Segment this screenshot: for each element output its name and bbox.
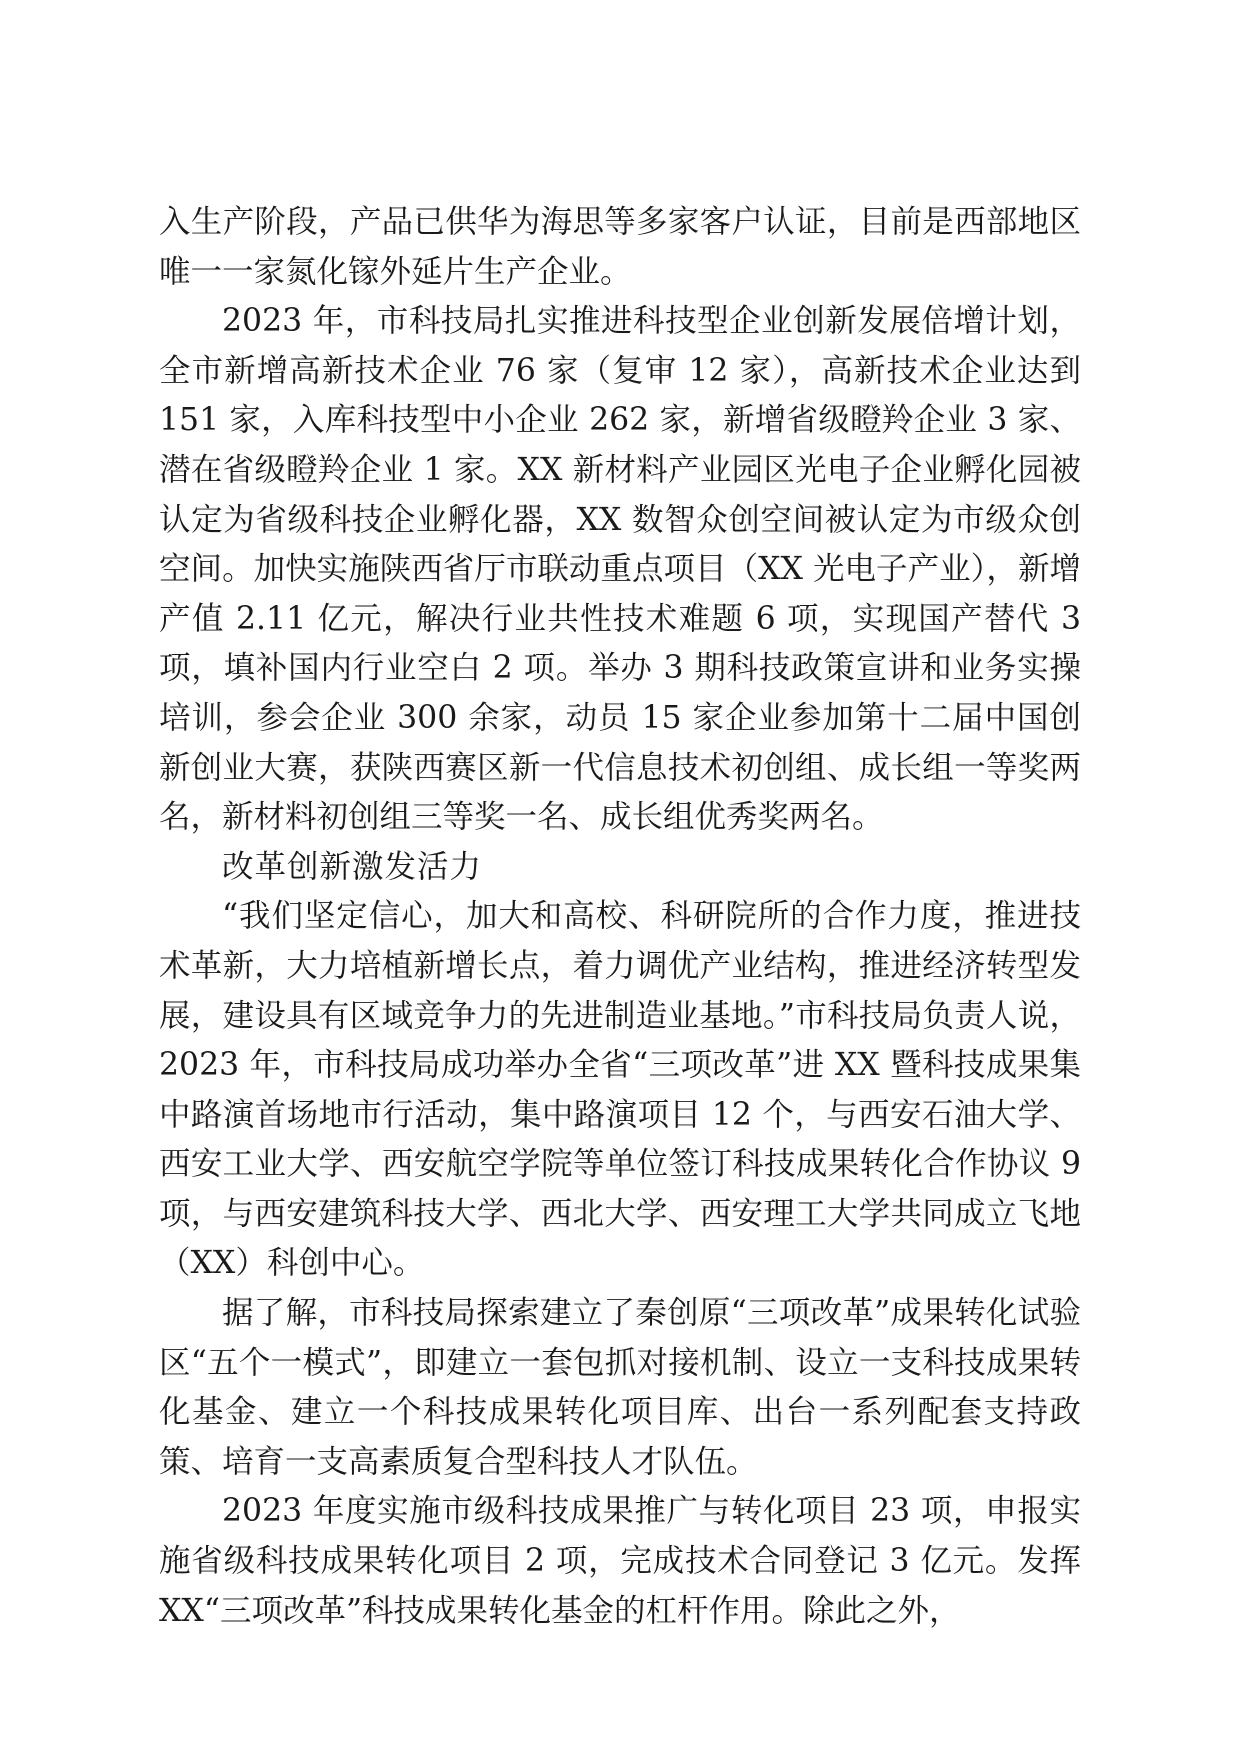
paragraph-five-one-model: 据了解，市科技局探索建立了秦创原“三项改革”成果转化试验区“五个一模式”，即建立一套包抓对接机制、设立一支科技成果转化基金、建立一个科技成果转化项目库、出台一系列配套支持政策、培育一支高素质复合型科技人才队伍。 bbox=[159, 1295, 1081, 1480]
paragraph-enterprise-growth: 2023 年，市科技局扎实推进科技型企业创新发展倍增计划，全市新增高新技术企业 76 家（复审 12 家），高新技术企业达到 151 家，入库科技型中小企业 262 家，新增省级瞪羚企业 3 家、潜在省级瞪羚企业 1 家。XX 新材料产业园区光电子企业孵化园被认定为省级科技企业孵化器，XX 数智众创空间被认定为市级众创空间。加快实施陕西省厅市联动重点项目（XX 光电子产业），新增产值 2.11 亿元，解决行业共性技术难题 6 项，实现国产替代 3 项，填补国内行业空白 2 项。举办 3 期科技政策宣讲和业务实操培训，参会企业 300 余家，动员 15 家企业参加第十二届中国创新创业大赛，获陕西赛区新一代信息技术初创组、成长组一等奖两名，新材料初创组三等奖一名、成长组优秀奖两名。 bbox=[159, 303, 1081, 836]
section-heading: 改革创新激发活力 bbox=[222, 848, 483, 885]
paragraph-transformation-projects: 2023 年度实施市级科技成果推广与转化项目 23 项，申报实施省级科技成果转化项目 2 项，完成技术合同登记 3 亿元。发挥 XX“三项改革”科技成果转化基金的杠杆作用。除此之外， bbox=[159, 1493, 1081, 1629]
paragraph-reform-quote: “我们坚定信心，加大和高校、科研院所的合作力度，推进技术革新，大力培植新增长点，着力调优产业结构，推进经济转型发展，建设具有区域竞争力的先进制造业基地。”市科技局负责人说，2023 年，市科技局成功举办全省“三项改革”进 XX 暨科技成果集中路演首场地市行活动，集中路演项目 12 个，与西安石油大学、西安工业大学、西安航空学院等单位签订科技成果转化合作协议 9 项，与西安建筑科技大学、西北大学、西安理工大学共同成立飞地（XX）科创中心。 bbox=[159, 898, 1081, 1282]
paragraph-continuation: 入生产阶段，产品已供华为海思等多家客户认证，目前是西部地区唯一一家氮化镓外延片生产企业。 bbox=[159, 204, 1081, 290]
document-page bbox=[159, 198, 1081, 1636]
